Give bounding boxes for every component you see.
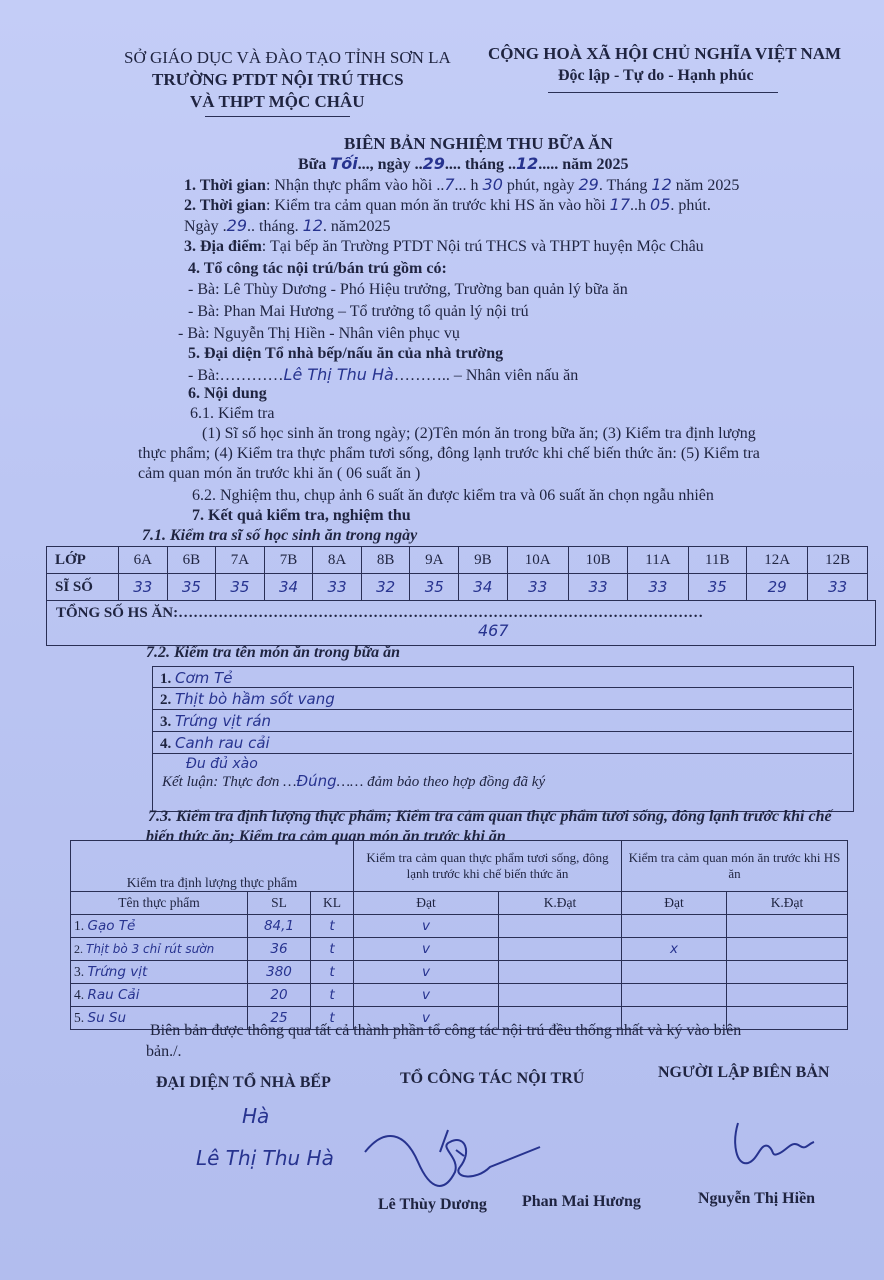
class-cell: 9B: [459, 547, 508, 574]
count-cell: 29: [747, 574, 808, 601]
dish-3: 3. Trứng vịt rán: [160, 712, 272, 730]
meal-value: Tối: [330, 154, 358, 173]
total-label: TỔNG SỐ HS ĂN:……………………………………………………………………………………………: [56, 605, 704, 621]
sig2-signature: [360, 1122, 550, 1192]
table-row: [71, 938, 848, 961]
attendance-table: [46, 546, 868, 601]
dish-1: 1. Cơm Tẻ: [160, 669, 233, 687]
section4-title: 4. Tổ công tác nội trú/bán trú gồm có:: [188, 260, 447, 277]
dish-line: [152, 731, 852, 732]
section7-title: 7. Kết quả kiểm tra, nghiệm thu: [192, 507, 411, 524]
col-name-header: Tên thực phẩm: [71, 892, 248, 915]
group2-header: Kiểm tra cảm quan thực phẩm tươi sống, đông lạnh trước khi chế biến thức ăn: [354, 841, 622, 892]
sig2-name-b: Phan Mai Hương: [522, 1193, 641, 1210]
dish-extra: Đu đủ xào: [186, 756, 258, 772]
section5-title: 5. Đại diện Tổ nhà bếp/nấu ăn của nhà trường: [188, 345, 504, 362]
table-row: [71, 961, 848, 984]
section1: 1. Thời gian: Nhận thực phẩm vào hồi ..7... h 30 phút, ngày 29. Tháng 12 năm 2025: [184, 175, 740, 194]
dish-kdat: [727, 984, 848, 1007]
food-sl: 36: [248, 938, 311, 961]
closing-line-1: Biên bản được thông qua tất cả thành phần tổ công tác nội trú đều thống nhất và ký vào biên: [150, 1022, 742, 1039]
section72-title: 7.2. Kiểm tra tên món ăn trong bữa ăn: [146, 644, 401, 661]
dish-dat: [622, 984, 727, 1007]
col-kl-header: KL: [311, 892, 354, 915]
section73-title-1: 7.3. Kiểm tra định lượng thực phẩm; Kiểm tra cảm quan thực phẩm tươi sống, đông lạnh trước khi chế: [148, 808, 832, 825]
food-name: 4. Rau Cải: [71, 984, 248, 1007]
dish-dat: [622, 961, 727, 984]
count-row-label: SĨ SỐ: [47, 574, 119, 601]
class-cell: 12B: [808, 547, 868, 574]
food-kdat: [499, 984, 622, 1007]
food-kdat: [499, 938, 622, 961]
count-cell: 33: [568, 574, 628, 601]
sig2-title: TỔ CÔNG TÁC NỘI TRÚ: [400, 1070, 585, 1087]
dish-dat: [622, 915, 727, 938]
header-dept: SỞ GIÁO DỤC VÀ ĐÀO TẠO TỈNH SƠN LA: [124, 48, 451, 67]
section71-title: 7.1. Kiểm tra sĩ số học sinh ăn trong ngày: [142, 527, 418, 544]
food-name: 1. Gạo Tẻ: [71, 915, 248, 938]
count-cell: 33: [507, 574, 568, 601]
food-dat: v: [354, 961, 499, 984]
count-cell: 34: [264, 574, 313, 601]
header-motto: Độc lập - Tự do - Hạnh phúc: [558, 67, 754, 84]
food-name: 2. Thịt bò 3 chỉ rút sườn: [71, 938, 248, 961]
header-right-underline: [548, 92, 778, 93]
section6-sub1: 6.1. Kiểm tra: [190, 405, 275, 422]
food-sl: 380: [248, 961, 311, 984]
count-cell: 33: [119, 574, 168, 601]
class-cell: 8A: [313, 547, 362, 574]
food-dat: v: [354, 938, 499, 961]
class-cell: 10A: [507, 547, 568, 574]
dish-4: 4. Canh rau cải: [160, 734, 270, 752]
group3-header: Kiểm tra cảm quan món ăn trước khi HS ăn: [622, 841, 848, 892]
cook-name: Lê Thị Thu Hà: [283, 365, 394, 384]
group1-header: Kiểm tra định lượng thực phẩm: [71, 841, 354, 892]
col-kdat1-header: K.Đạt: [499, 892, 622, 915]
class-cell: 10B: [568, 547, 628, 574]
food-kl: t: [311, 915, 354, 938]
dish-line: [152, 709, 852, 710]
class-cell: 11B: [688, 547, 747, 574]
sig1-handwritten-short: Hà: [242, 1104, 270, 1128]
column-header-row: [71, 892, 848, 915]
dish-kdat: [727, 961, 848, 984]
col-kdat2-header: K.Đạt: [727, 892, 848, 915]
count-cell: 33: [313, 574, 362, 601]
group-header-row: [71, 841, 848, 892]
table-row: [71, 984, 848, 1007]
sig2-name-a: Lê Thùy Dương: [378, 1196, 487, 1213]
count-cell: 35: [216, 574, 265, 601]
col-dat2-header: Đạt: [622, 892, 727, 915]
food-sl: 25: [248, 1007, 311, 1030]
section6-para-1: (1) Sĩ số học sinh ăn trong ngày; (2)Tên món ăn trong bữa ăn; (3) Kiểm tra định lượng: [202, 425, 756, 442]
sig1-title: ĐẠI DIỆN TỔ NHÀ BẾP: [156, 1074, 331, 1091]
dish-2: 2. Thịt bò hầm sốt vang: [160, 690, 335, 708]
col-sl-header: SL: [248, 892, 311, 915]
sig3-signature: [730, 1118, 820, 1173]
food-kl: t: [311, 984, 354, 1007]
dish-dat-mark: x: [622, 938, 727, 961]
table-row: [71, 915, 848, 938]
dish-kdat: [727, 915, 848, 938]
member-1: - Bà: Lê Thùy Dương - Phó Hiệu trưởng, Trường ban quản lý bữa ăn: [188, 281, 628, 298]
count-cell: 32: [361, 574, 410, 601]
class-cell: 9A: [410, 547, 459, 574]
section6-para-3: cảm quan món ăn trước khi ăn ( 06 suất ăn ): [138, 465, 421, 482]
page-title: BIÊN BẢN NGHIỆM THU BỮA ĂN: [344, 134, 613, 153]
dish-conclusion: Kết luận: Thực đơn …Đúng…… đảm bảo theo hợp đồng đã ký: [162, 772, 546, 790]
class-row: [47, 547, 868, 574]
class-cell: 7A: [216, 547, 265, 574]
member-2: - Bà: Phan Mai Hương – Tổ trưởng tổ quản lý nội trú: [188, 303, 529, 320]
col-dat1-header: Đạt: [354, 892, 499, 915]
section6-sub2: 6.2. Nghiệm thu, chụp ảnh 6 suất ăn được kiểm tra và 06 suất ăn chọn ngẫu nhiên: [192, 487, 714, 504]
header-country: CỘNG HOÀ XÃ HỘI CHỦ NGHĨA VIỆT NAM: [488, 44, 842, 63]
section2: 2. Thời gian: Kiểm tra cảm quan món ăn trước khi HS ăn vào hồi 17..h 05. phút.: [184, 195, 711, 214]
class-cell: 11A: [628, 547, 688, 574]
food-check-table: [70, 840, 848, 1030]
food-name: 5. Su Su: [71, 1007, 248, 1030]
class-cell: 12A: [747, 547, 808, 574]
subtitle-line: Bữa Tối..., ngày ..29.... tháng ..12..... năm 2025: [298, 154, 629, 173]
class-cell: 6B: [167, 547, 216, 574]
food-dat: v: [354, 915, 499, 938]
section5-cook: - Bà:…………Lê Thị Thu Hà……….. – Nhân viên nấu ăn: [188, 365, 579, 384]
food-kl: t: [311, 1007, 354, 1030]
count-cell: 35: [410, 574, 459, 601]
food-kl: t: [311, 938, 354, 961]
section73-title-2: biến thức ăn; Kiểm tra cảm quan món ăn trước khi ăn: [146, 828, 506, 845]
dish-line: [152, 687, 852, 688]
count-cell: 33: [808, 574, 868, 601]
count-cell: 35: [167, 574, 216, 601]
dish-kdat: [727, 1007, 848, 1030]
section6-para-2: thực phẩm; (4) Kiểm tra thực phẩm tươi sống, đông lạnh trước khi chế biến thức ăn: (5) Kiểm tra: [138, 445, 760, 462]
header-school-line1: TRƯỜNG PTDT NỘI TRÚ THCS: [152, 70, 404, 89]
food-dat: v: [354, 1007, 499, 1030]
header-school-line2: VÀ THPT MỘC CHÂU: [190, 92, 365, 111]
count-row: [47, 574, 868, 601]
sig1-handwritten-name: Lê Thị Thu Hà: [196, 1146, 334, 1170]
header-left-underline: [205, 116, 350, 117]
member-3: - Bà: Nguyễn Thị Hiền - Nhân viên phục vụ: [178, 325, 460, 342]
food-sl: 84,1: [248, 915, 311, 938]
day-value: 29: [422, 154, 445, 173]
food-kdat: [499, 915, 622, 938]
sig3-title: NGƯỜI LẬP BIÊN BẢN: [658, 1064, 830, 1081]
section6-title: 6. Nội dung: [188, 385, 267, 402]
food-name: 3. Trứng vịt: [71, 961, 248, 984]
food-sl: 20: [248, 984, 311, 1007]
count-cell: 34: [459, 574, 508, 601]
section3: 3. Địa điểm: Tại bếp ăn Trường PTDT Nội trú THCS và THPT huyện Mộc Châu: [184, 238, 704, 255]
count-cell: 33: [628, 574, 688, 601]
food-kl: t: [311, 961, 354, 984]
section2-date: Ngày .29.. tháng. 12. năm2025: [184, 216, 391, 235]
class-row-label: LỚP: [47, 547, 119, 574]
class-cell: 7B: [264, 547, 313, 574]
month-value: 12: [515, 154, 539, 173]
dish-line: [152, 753, 852, 754]
class-cell: 8B: [361, 547, 410, 574]
sig3-name: Nguyễn Thị Hiền: [698, 1190, 816, 1207]
food-dat: v: [354, 984, 499, 1007]
dish-kdat: [727, 938, 848, 961]
food-kdat: [499, 961, 622, 984]
total-value: 467: [478, 621, 509, 640]
count-cell: 35: [688, 574, 747, 601]
class-cell: 6A: [119, 547, 168, 574]
closing-line-2: bản./.: [146, 1043, 182, 1060]
